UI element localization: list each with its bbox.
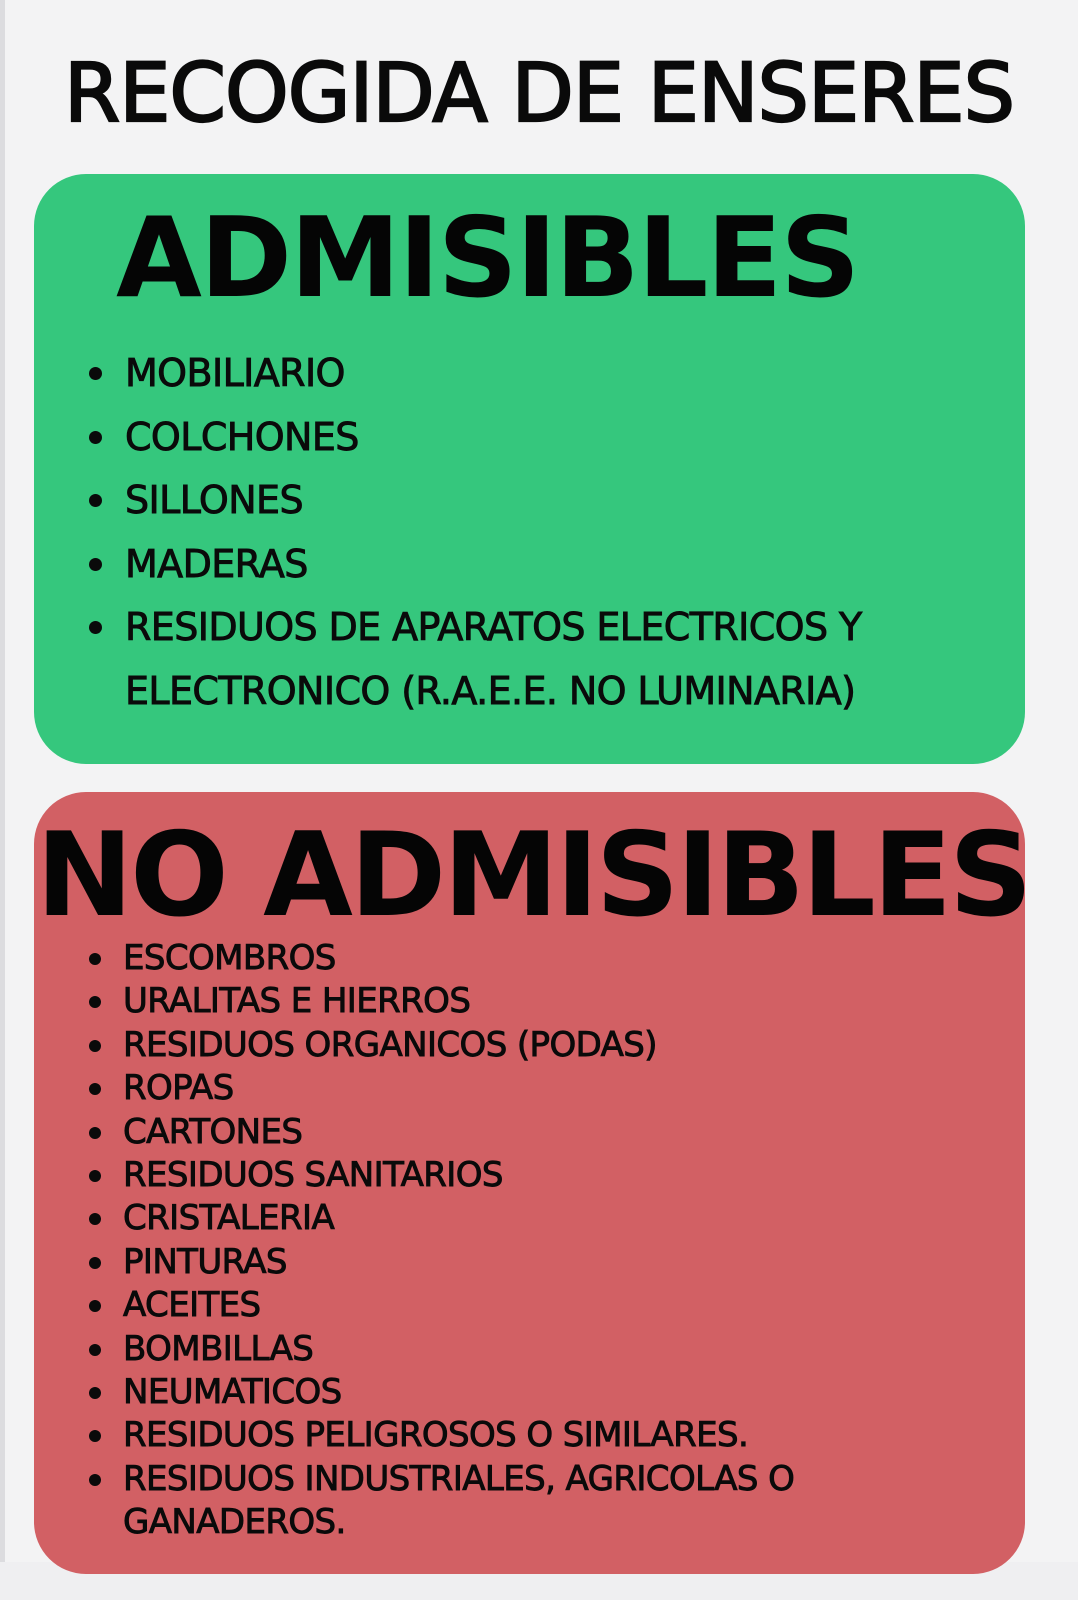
list-item (89, 469, 1009, 533)
list-item (89, 937, 1009, 980)
list-item (89, 1458, 1009, 1545)
list-item-label: RESIDUOS SANITARIOS (123, 1155, 503, 1196)
list-item-label: ESCOMBROS (123, 938, 336, 978)
list-item-label: COLCHONES (125, 414, 359, 459)
bullet-icon (89, 1257, 101, 1269)
bullet-icon (89, 1430, 101, 1442)
bullet-icon (89, 1344, 101, 1356)
list-item (89, 342, 1009, 406)
admisibles-heading: ADMISIBLES (116, 194, 859, 323)
list-item (89, 1241, 1009, 1284)
no-admisibles-heading: NO ADMISIBLES (36, 808, 1030, 943)
list-item (89, 1328, 1009, 1371)
list-item-label: CRISTALERIA (123, 1198, 335, 1239)
bullet-icon (89, 1127, 101, 1139)
no-admisibles-list (89, 937, 1009, 1545)
bullet-icon (89, 558, 102, 571)
list-item-label: ROPAS (123, 1068, 234, 1109)
bullet-icon (89, 367, 102, 380)
list-item-label: MADERAS (125, 541, 308, 586)
list-item-label: RESIDUOS INDUSTRIALES, AGRICOLAS O GANADEROS. (123, 1458, 795, 1543)
list-item-label: ACEITES (123, 1285, 261, 1326)
list-item-label: RESIDUOS PELIGROSOS O SIMILARES. (123, 1415, 749, 1456)
list-item (89, 596, 1009, 723)
no-admisibles-panel (34, 792, 1030, 1574)
bullet-icon (89, 953, 101, 965)
list-item (89, 1111, 1009, 1154)
list-item (89, 1414, 1009, 1457)
list-item-label: RESIDUOS DE APARATOS ELECTRICOS Y ELECTRONICO (R.A.E.E. NO LUMINARIA) (125, 605, 862, 713)
bullet-icon (89, 621, 102, 634)
list-item (89, 980, 1009, 1023)
bullet-icon (89, 1083, 101, 1095)
bullet-icon (89, 1300, 101, 1312)
list-item (89, 1284, 1009, 1327)
bullet-icon (89, 996, 101, 1008)
page-left-edge (0, 0, 5, 1600)
list-item-label: CARTONES (123, 1111, 303, 1152)
bullet-icon (89, 431, 102, 444)
list-item-label: MOBILIARIO (125, 351, 345, 395)
list-item-label: SILLONES (125, 478, 303, 522)
bullet-icon (89, 1213, 101, 1225)
bullet-icon (89, 1170, 101, 1182)
page-title: RECOGIDA DE ENSERES (63, 47, 1015, 141)
admisibles-list (89, 342, 1009, 723)
list-item-label: NEUMATICOS (123, 1372, 342, 1413)
list-item-label: URALITAS E HIERROS (123, 981, 471, 1022)
list-item (89, 406, 1009, 470)
list-item (89, 1197, 1009, 1240)
bullet-icon (89, 494, 102, 507)
admisibles-panel (34, 174, 1025, 764)
list-item-label: BOMBILLAS (123, 1328, 314, 1369)
list-item-label: RESIDUOS ORGANICOS (PODAS) (123, 1024, 657, 1065)
list-item (89, 1024, 1009, 1067)
bullet-icon (89, 1387, 101, 1399)
list-item (89, 1371, 1009, 1414)
bullet-icon (89, 1040, 101, 1052)
list-item-label: PINTURAS (123, 1241, 287, 1282)
list-item (89, 533, 1009, 597)
list-item (89, 1154, 1009, 1197)
list-item (89, 1067, 1009, 1110)
bullet-icon (89, 1474, 101, 1486)
